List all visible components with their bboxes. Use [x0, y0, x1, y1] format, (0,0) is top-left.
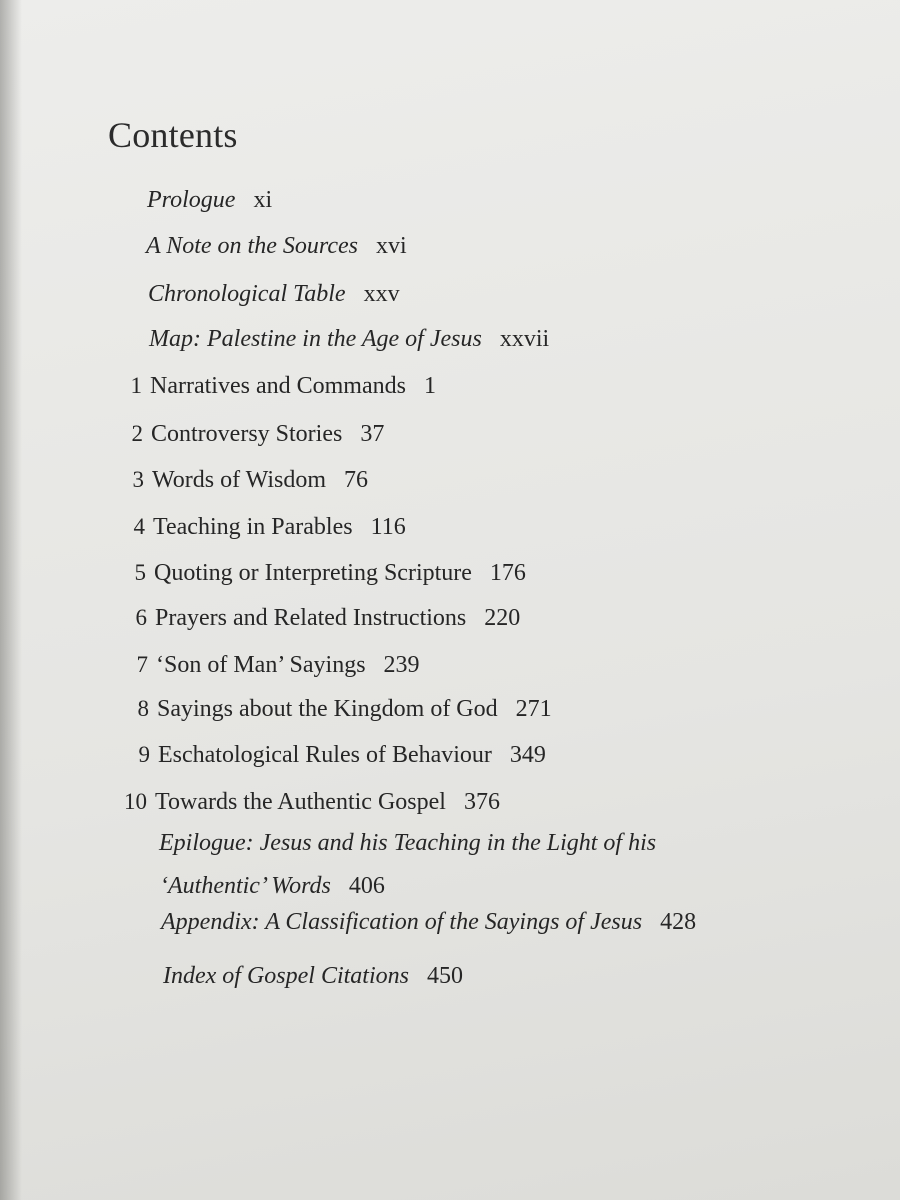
toc-chapter-1: [112, 373, 436, 400]
chapter-page: 239: [383, 652, 420, 678]
chapter-number: 2: [131, 421, 143, 446]
chapter-title: Prayers and Related Instructions: [155, 605, 467, 631]
chapter-title: Narratives and Commands: [150, 373, 406, 399]
chapter-number: 5: [134, 560, 146, 585]
chapter-title: Sayings about the Kingdom of God: [157, 696, 498, 722]
chapter-number: 8: [137, 696, 149, 721]
entry-title: A Note on the Sources: [146, 233, 358, 259]
chapter-page: 76: [344, 467, 368, 493]
chapter-page: 376: [463, 789, 500, 815]
toc-entry-index: [163, 963, 463, 990]
chapter-page: 1: [423, 373, 436, 399]
chapter-page: 349: [509, 742, 546, 768]
chapter-title: Towards the Authentic Gospel: [155, 789, 446, 815]
toc-entry-appendix: [161, 909, 696, 936]
toc-entry-prologue: [147, 187, 272, 214]
entry-page: 428: [660, 909, 697, 935]
show-through-text: [118, 190, 123, 213]
toc-chapter-6: [117, 605, 520, 632]
toc-chapter-5: [116, 560, 526, 587]
chapter-number: 3: [132, 467, 144, 492]
chapter-page: 116: [370, 514, 406, 540]
chapter-title: Quoting or Interpreting Scripture: [154, 560, 472, 586]
contents-heading: Contents: [108, 115, 238, 155]
entry-title: Appendix: A Classification of the Sayings of Jesus: [161, 909, 643, 935]
chapter-page: 176: [489, 560, 526, 586]
entry-page: xvi: [375, 233, 407, 259]
toc-entry-note-on-sources: [146, 233, 407, 260]
entry-page: xxv: [363, 281, 400, 307]
toc-chapter-8: [119, 696, 552, 723]
chapter-page: 271: [515, 696, 552, 722]
chapter-number: 4: [133, 514, 145, 539]
toc-chapter-3: [114, 467, 368, 494]
chapter-number: 9: [138, 742, 150, 767]
chapter-number: 7: [136, 652, 148, 677]
chapter-title: Eschatological Rules of Behaviour: [158, 742, 492, 768]
chapter-page: 37: [360, 421, 385, 447]
entry-title: Chronological Table: [148, 281, 346, 307]
chapter-title: ‘Son of Man’ Sayings: [156, 652, 366, 678]
chapter-title: Words of Wisdom: [152, 467, 326, 493]
chapter-number: 6: [135, 605, 147, 630]
entry-page: xxvii: [499, 326, 550, 352]
chapter-number: 10: [124, 789, 147, 814]
entry-page: 406: [348, 873, 385, 899]
toc-chapter-4: [115, 514, 406, 541]
toc-entry-map: [149, 326, 549, 353]
entry-title: Prologue: [147, 187, 236, 213]
toc-entry-epilogue-line2: [160, 873, 385, 900]
entry-title-line2: ‘Authentic’ Words: [160, 873, 331, 899]
toc-chapter-10: [117, 789, 500, 816]
page-gutter-shadow: [0, 0, 22, 1200]
chapter-page: 220: [484, 605, 521, 631]
entry-page: 450: [426, 963, 463, 989]
toc-entry-epilogue-line1: [159, 830, 656, 857]
chapter-title: Controversy Stories: [151, 421, 343, 447]
entry-page: xi: [253, 187, 273, 213]
chapter-number: 1: [130, 373, 142, 398]
toc-entry-chronological-table: [148, 281, 400, 308]
entry-title-line1: Epilogue: Jesus and his Teaching in the Light of his: [159, 830, 657, 856]
toc-chapter-7: [118, 652, 420, 679]
entry-title: Map: Palestine in the Age of Jesus: [149, 326, 482, 352]
toc-chapter-9: [120, 742, 546, 769]
chapter-title: Teaching in Parables: [153, 514, 353, 540]
toc-chapter-2: [113, 421, 384, 448]
entry-title: Index of Gospel Citations: [163, 963, 409, 989]
